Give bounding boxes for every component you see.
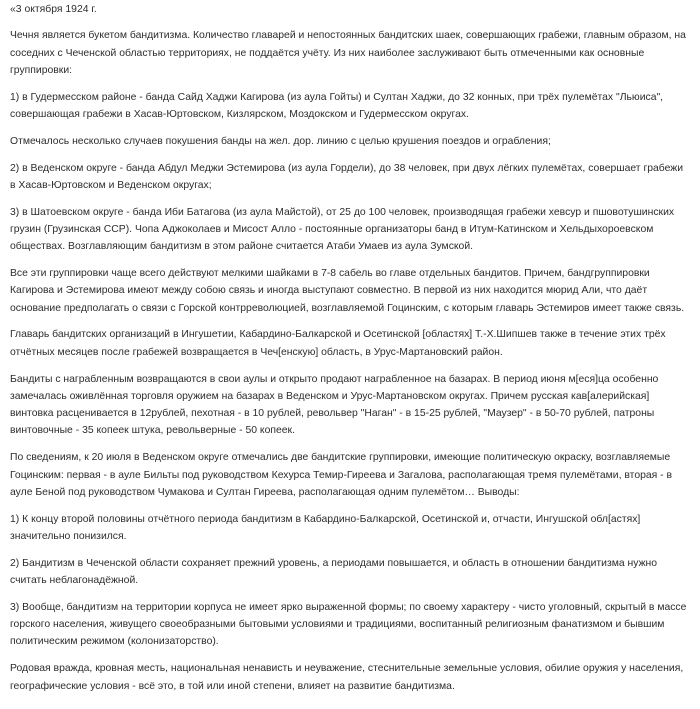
paragraph-shatoy-gang: 3) в Шатоевском округе - банда Иби Батагова (из аула Майстой), от 25 до 100 человек, производящая грабежи хевсур и пшовотушинских грузин (Грузинская ССР). Чопа Аджоколаев и Мисост Алло - постоянные организаторы банд в Итум-Катинском и Хельдыхороевском обществах. Возглавляющим бандитизм в этом районе считается Атаби Умаев из аула Зумской. [10, 206, 675, 253]
paragraph-conclusion-2: 2) Бандитизм в Чеченской области сохраняет прежний уровень, а периодами повышается, и область в отношении бандитизма нужно считать неблагонадёжной. [10, 557, 658, 587]
paragraph-railway-attacks: Отмечалось несколько случаев покушения банды на жел. дор. линию с целью крушения поездов и ограбления; [10, 135, 551, 147]
document-page [0, 1, 700, 695]
paragraph-conclusion-3: 3) Вообще, бандитизм на территории корпуса не имеет ярко выраженной формы; по своему характеру - чисто уголовный, скрытый в массе горского населения, живущего своеобразными бытовыми условиями и традициями, воспитанный религиозным фанатизмом и бывшим политическим режимом (колонизаторство). [10, 601, 687, 648]
document-date: «3 октября 1924 г. [10, 4, 97, 15]
paragraph-conclusion-1: 1) К концу второй половины отчётного периода бандитизм в Кабардино-Балкарской, Осетинской и, отчасти, Ингушской обл[астях] значительно понизился. [10, 513, 641, 542]
paragraph-groupings-tactics: Все эти группировки чаще всего действуют мелкими шайками в 7-8 сабель во главе отдельных бандитов. Причем, бандгруппировки Кагирова и Эстемирова имеют между собою связь и иногда выступают совместно. В первой из них находится мюрид Али, что даёт основание предполагать о связи с Горской контрреволюцией, возглавляемой Гоцинским, с которым главарь Эстемиров имеет также связь. [10, 268, 685, 314]
paragraph-vedeno-gang: 2) в Веденском округе - банда Абдул Меджи Эстемирова (из аула Гордели), до 38 человек, при двух лёгких пулемётах, совершает грабежи в Хасав-Юртовском и Веденском округах; [10, 162, 684, 191]
paragraph-shipshev: Главарь бандитских организаций в Ингушетии, Кабардино-Балкарской и Осетинской [областях] Т.-Х.Шипшев также в течение этих трёх отчётных месяцев после грабежей возвращается в Чеч[енскую] область, в Урус-Мартановский район. [10, 329, 666, 358]
paragraph-causes: Родовая вражда, кровная месть, национальная ненависть и неуважение, стеснительные земельные условия, обилие оружия у населения, географические условия - всё это, в той или иной степени, влияет на развитие бандитизма. [10, 663, 684, 692]
paragraph-political-groupings: По сведениям, к 20 июля в Веденском округе отмечались две бандитские группировки, имеющие политическую окраску, возглавляемые Гоцинским: первая - в ауле Бильты под руководством Кехурса Темир-Гиреева и Загалова, располагающая тремя пулемётами, вторая - в ауле Беной под руководством Чумакова и Султан Гиреева, располагающая одним пулемётом… Выводы: [10, 452, 673, 498]
paragraph-intro: Чечня является букетом бандитизма. Количество главарей и непостоянных бандитских шаек, совершающих грабежи, главным образом, на соседних с Чеченской областью территориях, не поддаётся учёту. Из них наиболее заслуживают быть отмеченными как основные группировки: [10, 30, 686, 76]
paragraph-gudermes-gang: 1) в Гудермесском районе - банда Сайд Хаджи Кагирова (из аула Гойты) и Султан Хаджи, до 32 конных, при трёх пулемётах "Льюиса", совершающая грабежи в Хасав-Юртовском, Кизлярском, Моздокском и Гудермесском округах. [10, 91, 664, 120]
paragraph-arms-trade: Бандиты с награбленным возвращаются в свои аулы и открыто продают награбленное на базарах. В период июня м[еся]ца особенно замечалась оживлённая торговля оружием на базарах в Веденском и Урус-Мартановском округах. Причем русская кав[алерийская] винтовка расценивается в 12рублей, пехотная - в 10 рублей, револьвер "Наган" - в 15-25 рублей, "Маузер" - в 50-70 рублей, патроны винтовочные - 35 копеек штука, револьверные - 50 копеек. [10, 373, 659, 437]
